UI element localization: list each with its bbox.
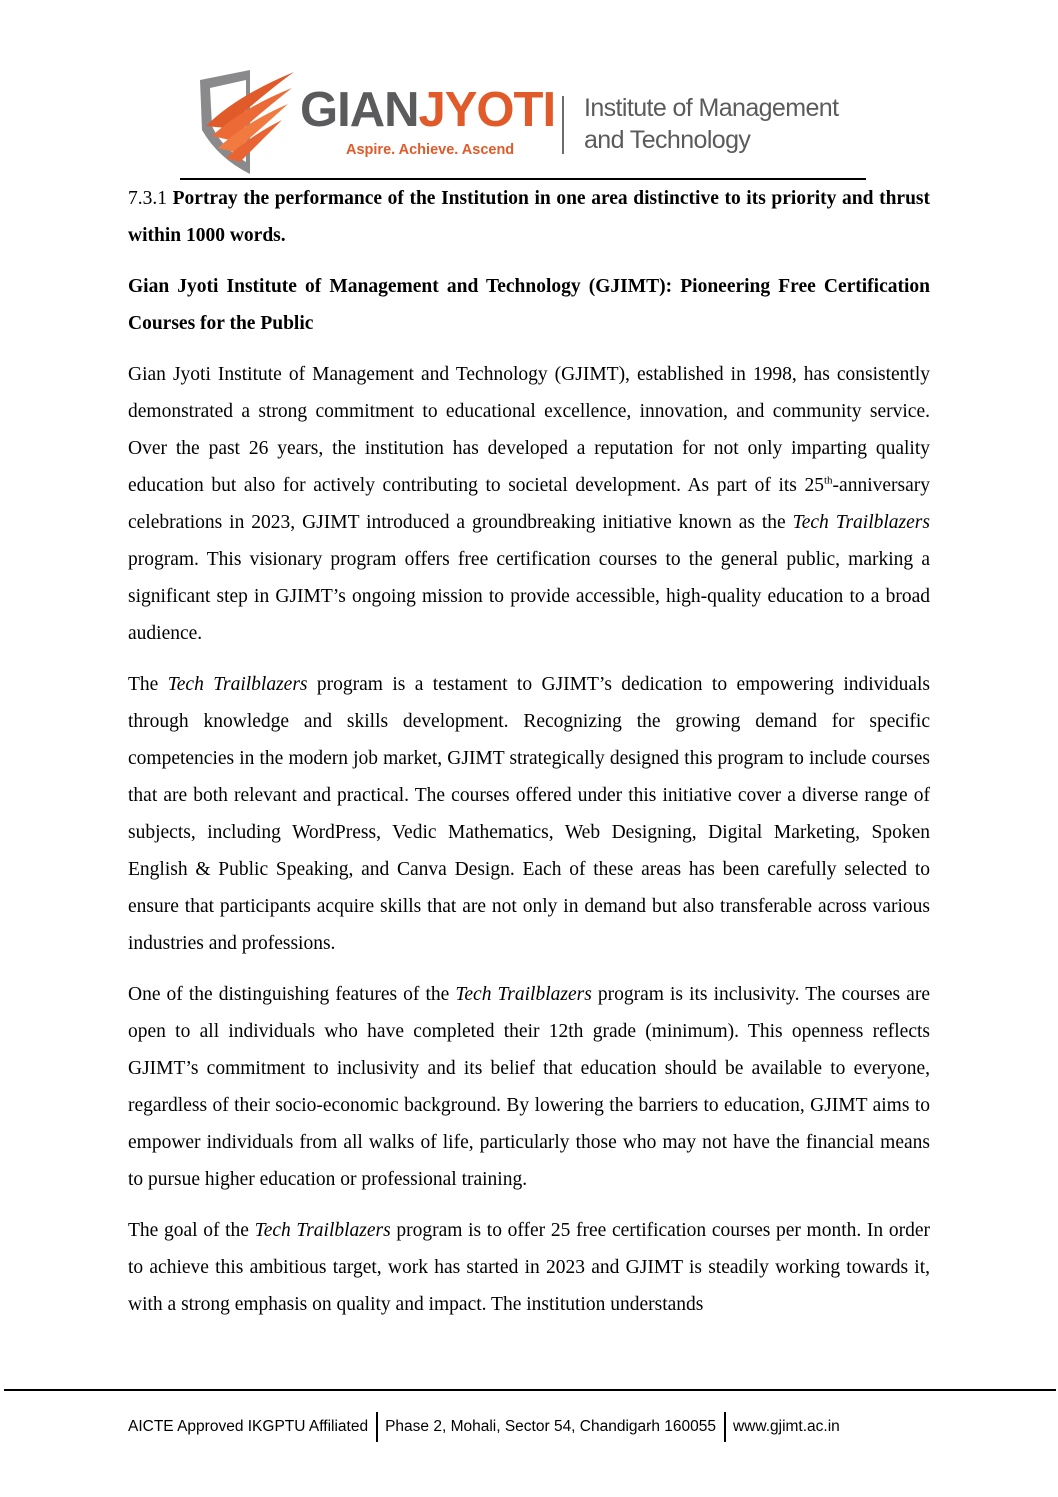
institute-logo <box>196 64 866 180</box>
footer-affiliation: AICTE Approved IKGPTU Affiliated <box>128 1418 369 1435</box>
paragraph-3-part-a: One of the distinguishing features of the <box>128 984 456 1005</box>
question-text-line2: and thrust within 1000 words. <box>128 188 931 246</box>
subheading-line1: Gian Jyoti Institute of Management and Technology (GJIMT): Pioneering Free <box>128 276 816 297</box>
logo-divider <box>562 96 564 154</box>
section-subheading <box>128 268 930 342</box>
paragraph-4 <box>128 1212 930 1323</box>
footer-separator <box>724 1412 726 1442</box>
paragraph-4-part-b: program is to offer 25 free certification courses per month. In order to achieve this ambitious target, work has started in 2023 and GJIMT is steadily working towards it, with a strong emphasis on quality and impact. The institution understands <box>128 1220 930 1315</box>
footer-rule <box>4 1389 1056 1391</box>
paragraph-1-part-b: -anniversary celebrations in 2023, GJIMT introduced a groundbreaking initiative known as the <box>128 475 930 533</box>
institute-name-line1: Institute of Management <box>584 94 839 122</box>
paragraph-3 <box>128 976 930 1198</box>
question-number: 7.3.1 <box>128 188 167 209</box>
brand-tagline: Aspire. Achieve. Ascend <box>346 142 515 158</box>
footer-website: www.gjimt.ac.in <box>732 1418 840 1435</box>
paragraph-4-part-a: The goal of the <box>128 1220 255 1241</box>
subheading-line2: Certification Courses for the Public <box>128 276 930 334</box>
paragraph-2-part-b: program is a testament to GJIMT’s dedication to empowering individuals through knowledge and skills development. Recognizing the growing demand for specific competencies in the modern job market, GJIMT strategically designed this program to include courses that are both relevant and practical. The courses offered under this initiative cover a diverse range of subjects, including WordPress, Vedic Mathematics, Web Designing, Digital Marketing, Spoken English & Public Speaking, and Canva Design. Each of these areas has been carefully selected to ensure that participants acquire skills that are not only in demand but also transferable across various industries and professions. <box>128 674 930 954</box>
program-name-italic: Tech Trailblazers <box>167 674 308 695</box>
brand-name <box>300 83 556 137</box>
program-name-italic: Tech Trailblazers <box>455 984 592 1005</box>
paragraph-2-part-a: The <box>128 674 168 695</box>
program-name-italic: Tech Trailblazers <box>254 1220 391 1241</box>
page-footer <box>128 1412 840 1442</box>
document-body <box>128 180 930 1323</box>
program-name-italic: Tech Trailblazers <box>792 512 930 533</box>
ordinal-superscript: th <box>823 474 833 487</box>
footer-address: Phase 2, Mohali, Sector 54, Chandigarh 160055 <box>385 1418 716 1435</box>
paragraph-2 <box>128 666 930 962</box>
paragraph-1 <box>128 356 930 652</box>
brand-name-jyoti: JYOTI <box>418 83 556 137</box>
institute-name <box>584 92 838 156</box>
brand-name-gian: GIAN <box>300 83 419 137</box>
question-text-line1: Portray the performance of the Institution in one area distinctive to its priority <box>172 188 837 209</box>
footer-separator <box>376 1412 378 1442</box>
shield-wings-icon <box>196 66 296 178</box>
paragraph-1-part-a: Gian Jyoti Institute of Management and Technology (GJIMT), established in 1998, has consistently demonstrated a strong commitment to educational excellence, innovation, and community service. Over the past 26 years, the institution has developed a reputation for not only imparting quality education but also for actively contributing to societal development. As part of its 25 <box>128 364 930 496</box>
institute-name-line2: and Technology <box>584 126 751 154</box>
paragraph-3-part-b: program is its inclusivity. The courses are open to all individuals who have completed their 12th grade (minimum). This openness reflects GJIMT’s commitment to inclusivity and its belief that education should be available to everyone, regardless of their socio-economic background. By lowering the barriers to education, GJIMT aims to empower individuals from all walks of life, particularly those who may not have the financial means to pursue higher education or professional training. <box>128 984 930 1190</box>
question-heading <box>128 180 930 254</box>
paragraph-1-part-c: program. This visionary program offers free certification courses to the general public, marking a significant step in GJIMT’s ongoing mission to provide accessible, high-quality education to a broad audience. <box>128 549 930 644</box>
